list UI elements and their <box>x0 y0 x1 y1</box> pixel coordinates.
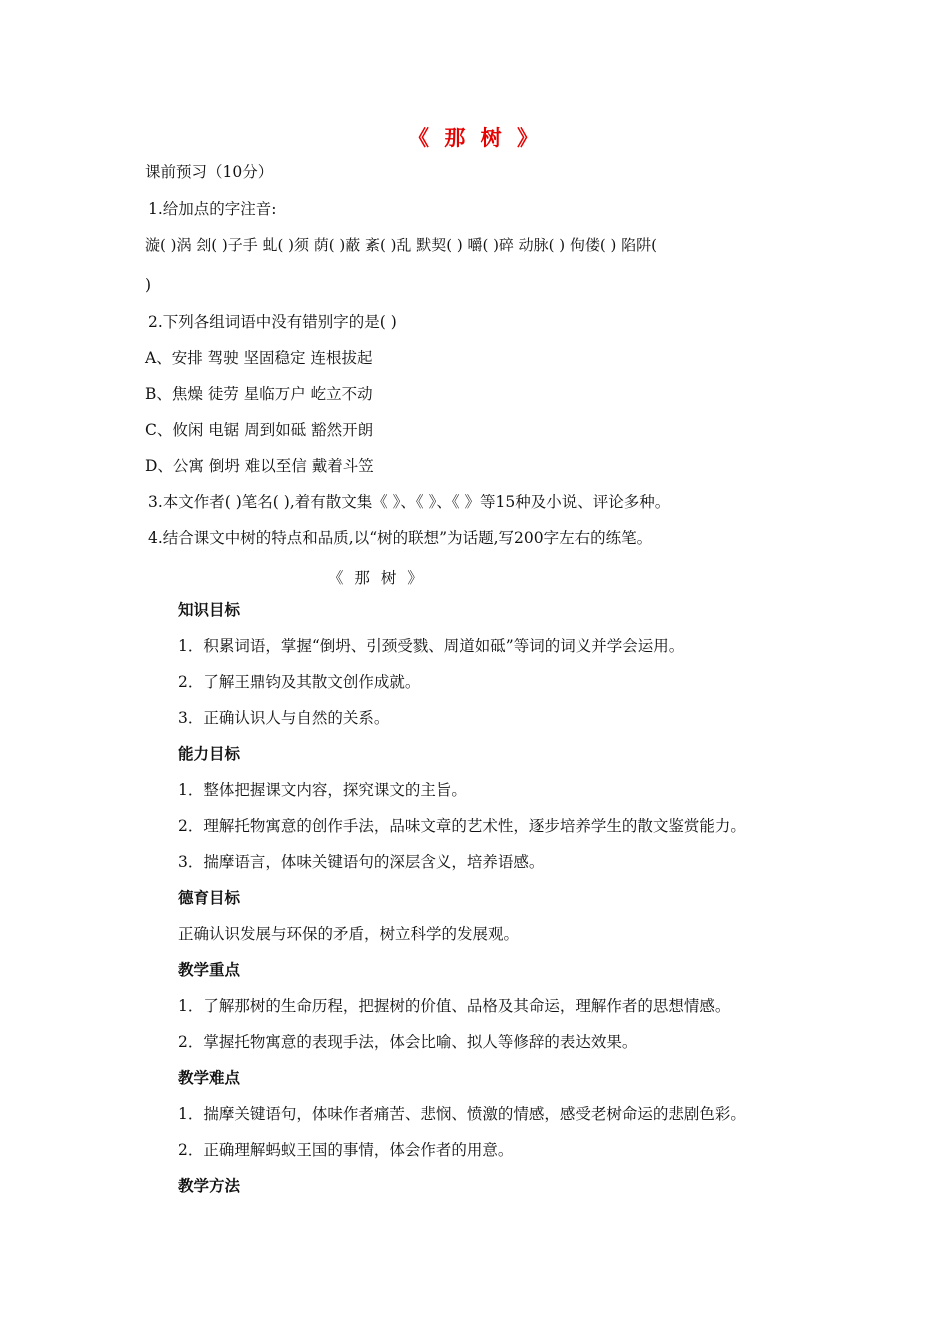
ability-item: 3．揣摩语言，体味关键语句的深层含义，培养语感。 <box>178 853 545 871</box>
difficulty-item: 1．揣摩关键语句，体味作者痛苦、悲悯、愤激的情感，感受老树命运的悲剧色彩。 <box>178 1105 746 1123</box>
ability-heading: 能力目标 <box>178 745 241 763</box>
knowledge-item: 3．正确认识人与自然的关系。 <box>178 709 390 727</box>
ability-item: 1．整体把握课文内容，探究课文的主旨。 <box>178 781 467 799</box>
difficulties-heading: 教学难点 <box>178 1069 241 1087</box>
moral-text: 正确认识发展与环保的矛盾，树立科学的发展观。 <box>178 925 520 943</box>
question-1-line-1: 漩( )涡 刽( )子手 虬( )须 荫( )蔽 紊( )乱 默契( ) 嚼( )碎 动脉( ) 佝偻( ) 陷阱( <box>145 236 658 254</box>
knowledge-item: 1．积累词语，掌握“倒坍、引颈受戮、周道如砥”等词的词义并学会运用。 <box>178 637 685 655</box>
option-c: C、攸闲 电锯 周到如砥 豁然开朗 <box>145 421 374 439</box>
question-1-line-2: ) <box>145 276 152 294</box>
methods-heading: 教学方法 <box>178 1177 241 1195</box>
option-a: A、安排 驾驶 坚固稳定 连根拔起 <box>145 349 373 367</box>
difficulty-item: 2．正确理解蚂蚁王国的事情，体会作者的用意。 <box>178 1141 514 1159</box>
ability-item: 2．理解托物寓意的创作手法，品味文章的艺术性，逐步培养学生的散文鉴赏能力。 <box>178 817 746 835</box>
option-b: B、焦燥 徒劳 星临万户 屹立不动 <box>145 385 373 403</box>
document-title: 《 那 树 》 <box>408 126 542 150</box>
key-point-item: 1．了解那树的生命历程，把握树的价值、品格及其命运，理解作者的思想情感。 <box>178 997 731 1015</box>
moral-heading: 德育目标 <box>178 889 241 907</box>
section-subtitle: 《 那 树 》 <box>328 569 426 587</box>
question-4: 4.结合课文中树的特点和品质,以“树的联想”为话题,写200字左右的练笔。 <box>148 529 653 547</box>
key-points-heading: 教学重点 <box>178 961 241 979</box>
preview-heading: 课前预习（10分） <box>145 163 274 181</box>
option-d: D、公寓 倒坍 难以至信 戴着斗笠 <box>145 457 374 475</box>
key-point-item: 2．掌握托物寓意的表现手法，体会比喻、拟人等修辞的表达效果。 <box>178 1033 638 1051</box>
question-3: 3.本文作者( )笔名( ),着有散文集《 》、《 》、《 》等15种及小说、评论多种。 <box>148 493 671 511</box>
question-1: 1.给加点的字注音: <box>148 200 277 218</box>
knowledge-heading: 知识目标 <box>178 601 241 619</box>
question-2: 2.下列各组词语中没有错别字的是( ) <box>148 313 397 331</box>
knowledge-item: 2．了解王鼎钧及其散文创作成就。 <box>178 673 421 691</box>
